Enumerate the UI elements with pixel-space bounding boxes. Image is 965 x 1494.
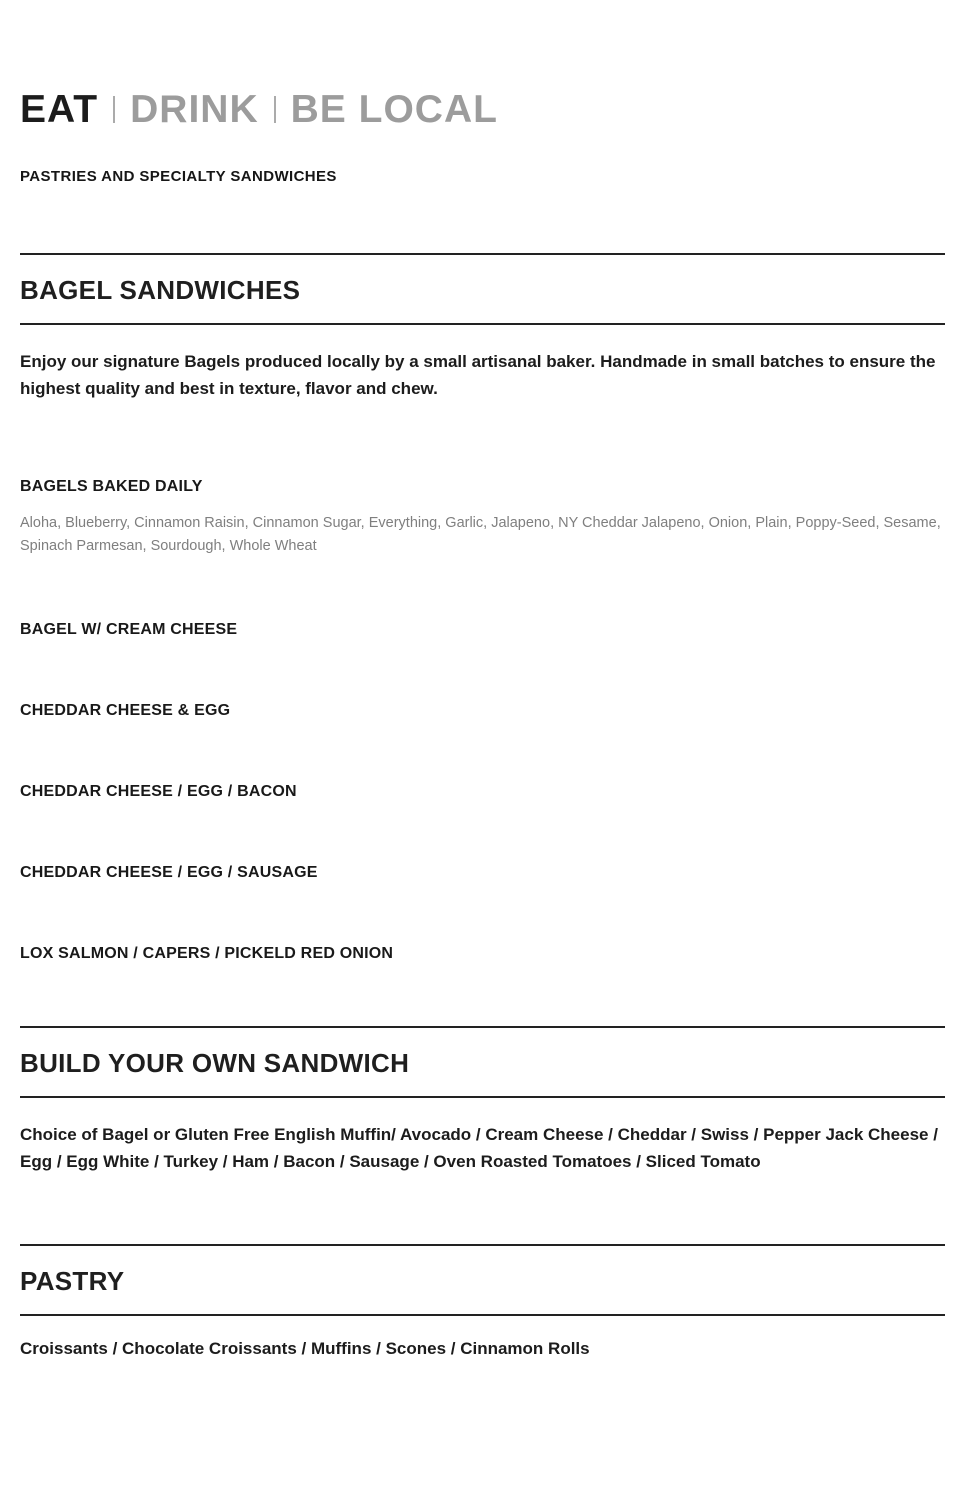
menu-item-lox-salmon [20, 945, 945, 963]
section-title-bagel-sandwiches: BAGEL SANDWICHES [20, 275, 301, 305]
menu-item-name: CHEDDAR CHEESE / EGG / SAUSAGE [20, 864, 318, 882]
section-divider-top [20, 1244, 945, 1246]
bagel-menu-items [20, 478, 945, 963]
brand-title [20, 90, 945, 129]
brand-word-drink: DRINK [130, 88, 259, 131]
menu-item-name: BAGEL W/ CREAM CHEESE [20, 621, 238, 639]
page-tagline: PASTRIES AND SPECIALTY SANDWICHES [20, 168, 337, 185]
menu-item-cheddar-egg [20, 702, 945, 720]
menu-item-name: BAGELS BAKED DAILY [20, 478, 203, 496]
section-title-pastry: PASTRY [20, 1265, 125, 1296]
menu-item-bagel-cream-cheese [20, 621, 945, 639]
section-divider-top [20, 253, 945, 255]
section-build-your-own [20, 1026, 945, 1175]
menu-item-description: Aloha, Blueberry, Cinnamon Raisin, Cinnamon Sugar, Everything, Garlic, Jalapeno, NY Cheddar Jalapeno, Onion, Plain, Poppy-Seed, Sesame, Spinach Parmesan, Sourdough, Whole Wheat [20, 515, 941, 555]
menu-item-cheddar-egg-sausage [20, 864, 945, 882]
brand-separator [274, 96, 276, 123]
menu-item-name: CHEDDAR CHEESE & EGG [20, 702, 231, 720]
section-divider-under-title [20, 1314, 945, 1316]
section-intro-pastry-partial: Croissants / Chocolate Croissants / Muffins / Scones / Cinnamon Rolls [20, 1338, 590, 1358]
menu-item-bagels-baked-daily [20, 478, 945, 558]
menu-item-name: CHEDDAR CHEESE / EGG / BACON [20, 783, 297, 801]
section-divider-under-title [20, 323, 945, 325]
brand-word-be-local: BE LOCAL [290, 88, 498, 131]
brand-separator [113, 96, 115, 123]
menu-item-name: LOX SALMON / CAPERS / PICKELD RED ONION [20, 945, 394, 963]
menu-item-cheddar-egg-bacon [20, 783, 945, 801]
section-intro-bagel-sandwiches: Enjoy our signature Bagels produced locally by a small artisanal baker. Handmade in small batches to ensure the highest quality and best in texture, flavor and chew. [20, 352, 936, 399]
brand-word-eat: EAT [20, 88, 99, 131]
section-divider-top [20, 1026, 945, 1028]
menu-page [0, 90, 965, 1362]
section-pastry [20, 1244, 945, 1362]
section-title-build-your-own: BUILD YOUR OWN SANDWICH [20, 1048, 410, 1079]
brand-header [20, 90, 945, 185]
section-divider-under-title [20, 1096, 945, 1098]
section-intro-build-your-own: Choice of Bagel or Gluten Free English Muffin/ Avocado / Cream Cheese / Cheddar / Swiss / Pepper Jack Cheese / Egg / Egg White / Turkey / Ham / Bacon / Sausage / Oven Roasted Tomatoes / Sliced Tomato [20, 1125, 938, 1172]
section-bagel-sandwiches [20, 253, 945, 963]
